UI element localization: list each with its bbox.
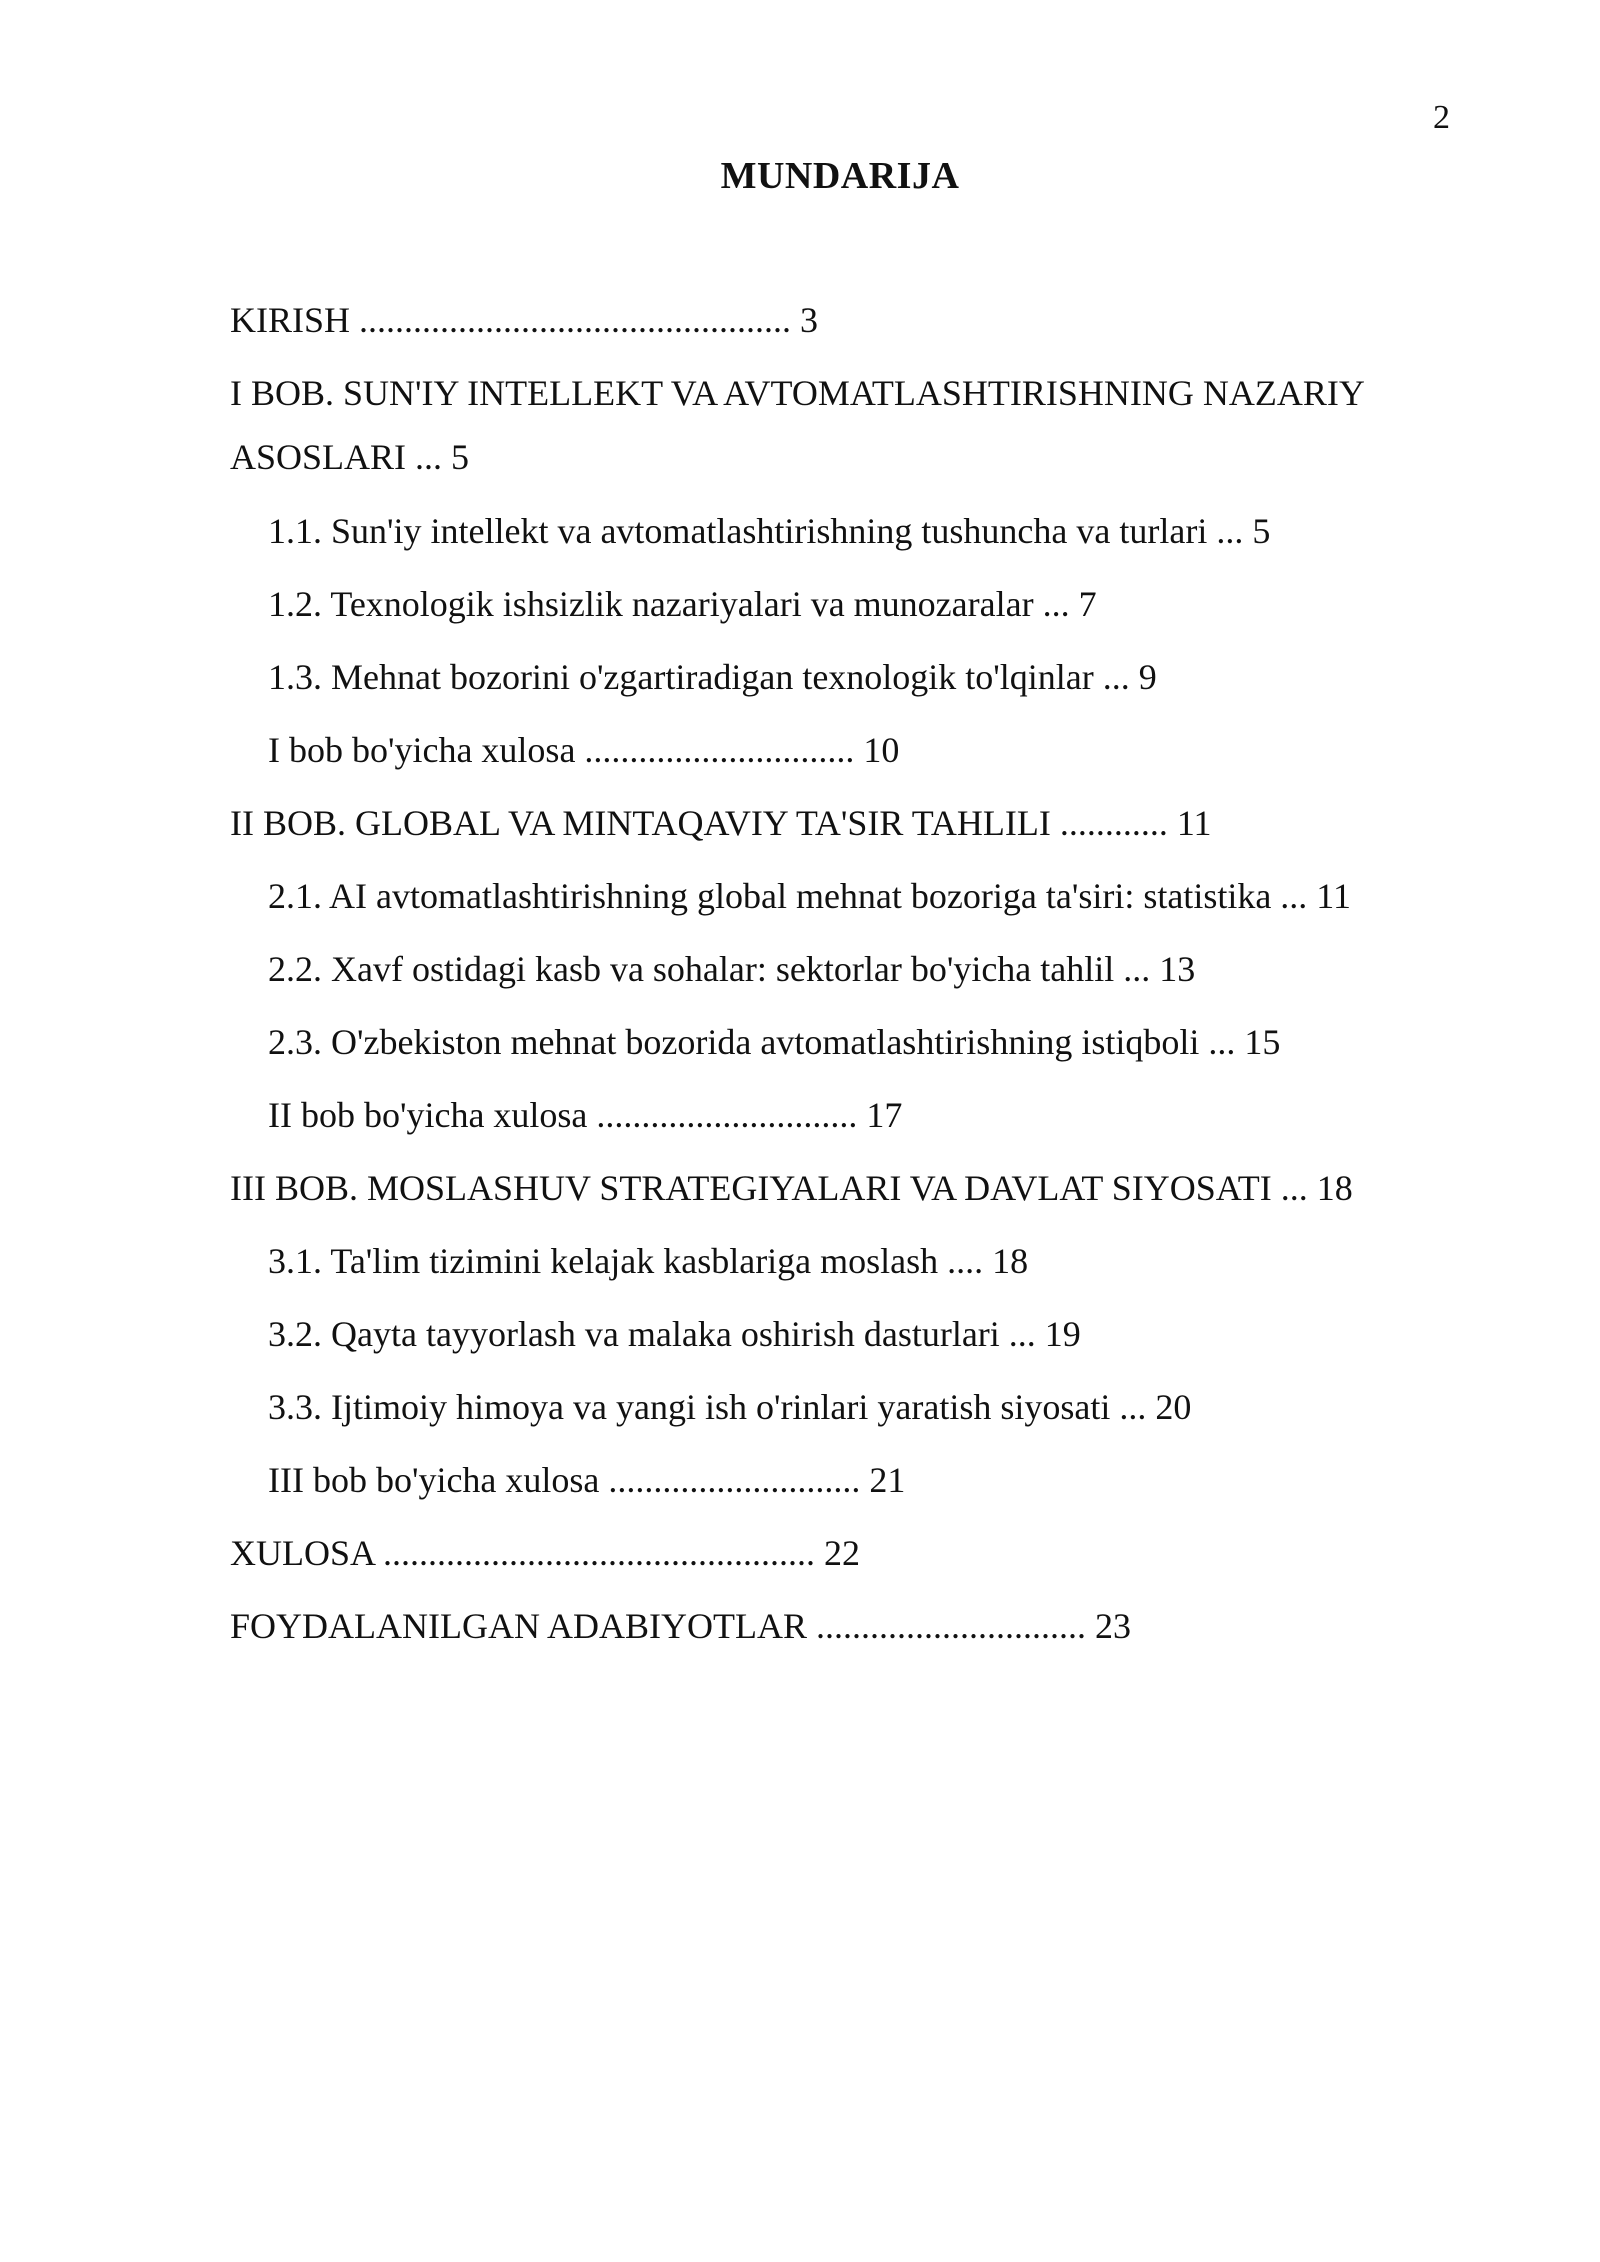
toc-entry-chapter-3: III BOB. MOSLASHUV STRATEGIYALARI VA DAVLAT SIYOSATI ... 18 [230,1168,1353,1208]
toc-entry-section-3-3: 3.3. Ijtimoiy himoya va yangi ish o'rinlari yaratish siyosati ... 20 [268,1387,1192,1427]
toc-entry-section-2-3: 2.3. O'zbekiston mehnat bozorida avtomatlashtirishning istiqboli ... 15 [268,1022,1281,1062]
toc-entry-section-3-2: 3.2. Qayta tayyorlash va malaka oshirish dasturlari ... 19 [268,1314,1081,1354]
toc-entry-section-2-2: 2.2. Xavf ostidagi kasb va sohalar: sektorlar bo'yicha tahlil ... 13 [268,949,1196,989]
toc-entry-chapter-3-summary: III bob bo'yicha xulosa ............................ 21 [268,1460,906,1500]
toc-entry-kirish: KIRISH ................................................ 3 [230,300,819,340]
toc-entry-chapter-1-summary: I bob bo'yicha xulosa .............................. 10 [268,730,900,770]
toc-entry-chapter-1: I BOB. SUN'IY INTELLEKT VA AVTOMATLASHTIRISHNING NAZARIY ASOSLARI ... 5 [230,373,1364,477]
toc-entry-chapter-2-summary: II bob bo'yicha xulosa ............................. 17 [268,1095,903,1135]
toc-entry-references: FOYDALANILGAN ADABIYOTLAR .............................. 23 [230,1606,1131,1646]
toc-entry-chapter-2: II BOB. GLOBAL VA MINTAQAVIY TA'SIR TAHLILI ............ 11 [230,803,1212,843]
page-number: 2 [1433,99,1450,136]
toc-entry-section-2-1: 2.1. AI avtomatlashtirishning global mehnat bozoriga ta'siri: statistika ... 11 [268,876,1351,916]
toc-entry-section-1-2: 1.2. Texnologik ishsizlik nazariyalari va munozaralar ... 7 [268,584,1097,624]
toc-entry-xulosa: XULOSA ................................................ 22 [230,1533,861,1573]
page-title: MUNDARIJA [720,155,960,197]
table-of-contents [230,300,1460,1679]
toc-entry-section-1-1: 1.1. Sun'iy intellekt va avtomatlashtirishning tushuncha va turlari ... 5 [268,511,1271,551]
toc-entry-section-3-1: 3.1. Ta'lim tizimini kelajak kasblariga moslash .... 18 [268,1241,1029,1281]
toc-entry-section-1-3: 1.3. Mehnat bozorini o'zgartiradigan texnologik to'lqinlar ... 9 [268,657,1157,697]
